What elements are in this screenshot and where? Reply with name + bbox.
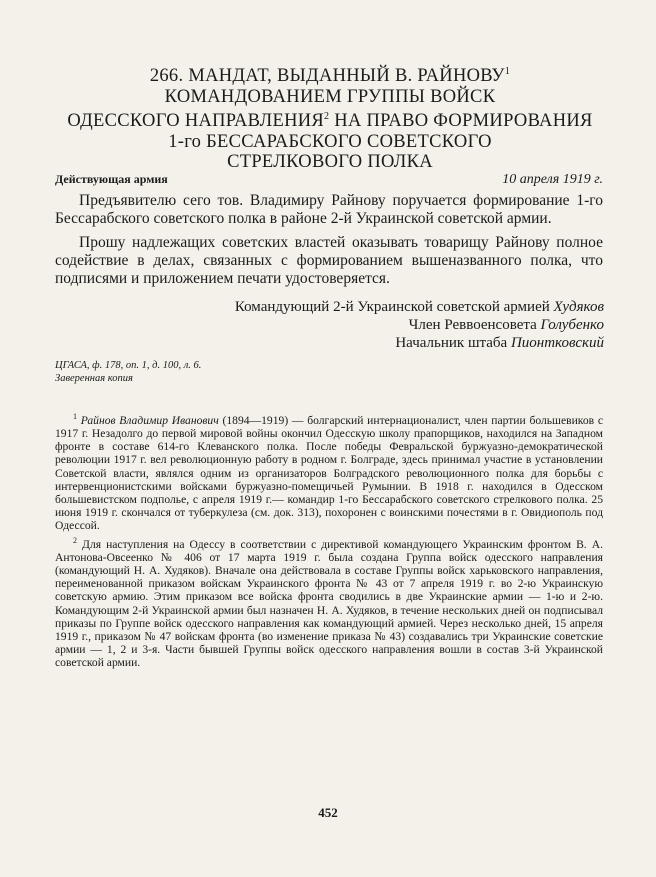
signature-line-2: Член Реввоенсовета Голубенко [408,317,604,333]
title-footnote-mark-1: 1 [504,66,511,77]
body-paragraph-2: Прошу надлежащих советских властей оказывать товарищу Райнову полное содействие в делах, связанных с формированием вышеназванного полка, что подписями и приложением печати удостоверяется. [55,234,603,287]
archive-note: Заверенная копия [55,372,133,384]
title-line-4: 1-го БЕССАРАБСКОГО СОВЕТСКОГО [168,131,492,152]
footnotes [55,410,603,671]
title-line-2: КОМАНДОВАНИЕМ ГРУППЫ ВОЙСК [164,86,496,107]
signature-block [235,298,604,352]
signature-line-1: Командующий 2-й Украинской советской армией Худяков [234,299,604,315]
document-title [60,62,600,173]
body-paragraph-1: Предъявителю сего тов. Владимиру Райнову поручается формирование 1-го Бессарабского советского полка в районе 2-й Украинской советской армии. [55,192,603,227]
title-line-5: СТРЕЛКОВОГО ПОЛКА [227,152,433,173]
document-date: 10 апреля 1919 г. [502,172,603,187]
title-footnote-mark-2: 2 [324,111,330,123]
archive-reference [55,360,201,385]
archive-ref: ЦГАСА, ф. 178, оп. 1, д. 100, л. 6. [55,360,202,371]
document-body [55,192,603,294]
location-label: Действующая армия [55,172,168,186]
footnote-2: $^2$ Для наступления на Одессу в соответствии с директивой командующего Украинским фронтом В. А. Антонова-Овсеенко № 406 от 17 марта 1919 г. была создана Группа войск одесского направления (командующий Н. А. Худяков). Вначале она действовала в составе Группы войск харьковского направления, переименованной приказом войскам Украинского фронта № 43 от 7 апреля 1919 г. во 2-ю Украинскую советскую армию. Этим приказом все войска фронта сводились в две Украинские армии — 1-ю и 2-ю. Командующим 2-й Украинской армии был назначен Н. А. Худяков, в течение нескольких дней он подписывал приказы по Группе войск одесского направления как командующий армией. Через несколько дней, 15 апреля 1919 г., приказом № 47 войскам фронта (во изменение приказа № 43) создавались три Украинские советские армии — 1, 2 и 3-я. Части бывшей Группы войск одесского направления вошли в состав 3-й Украинской советской армии. [55,535,603,670]
signature-line-3: Начальник штаба Пионтковский [395,335,604,351]
title-line-3: ОДЕССКОГО НАПРАВЛЕНИЯ$^2$ НА ПРАВО ФОРМИРОВАНИЯ [67,111,593,132]
footnote-1: $^1$ Райнов Владимир Иванович (1894—1919) — болгарский интернационалист, член партии большевиков с 1917 г. Незадолго до первой мировой войны окончил Одесскую школу прапорщиков, находился на Западном фронте в составе 614-го Клеванского полка. После победы Февральской буржуазно-демократической революции 1917 г. вел революционную работу в родном г. Болграде, здесь принимал участие в установлении Советской власти, являлся одним из организаторов Болградского революционного полка для борьбы с интервенционистскими войсками буржуазно-помещичьей Румынии. В 1918 г. находился в Одесском большевистском подполье, с апреля 1919 г.— командир 1-го Бессарабского советского стрелкового полка. 25 июня 1919 г. скончался от туберкулеза (см. док. 313), похоронен с воинскими почестями в г. Овидиополь под Одессой. [55,412,603,533]
page-number: 452 [318,805,338,820]
title-line-1: 266. МАНДАТ, ВЫДАННЫЙ В. РАЙНОВУ$^1$ [149,66,511,87]
